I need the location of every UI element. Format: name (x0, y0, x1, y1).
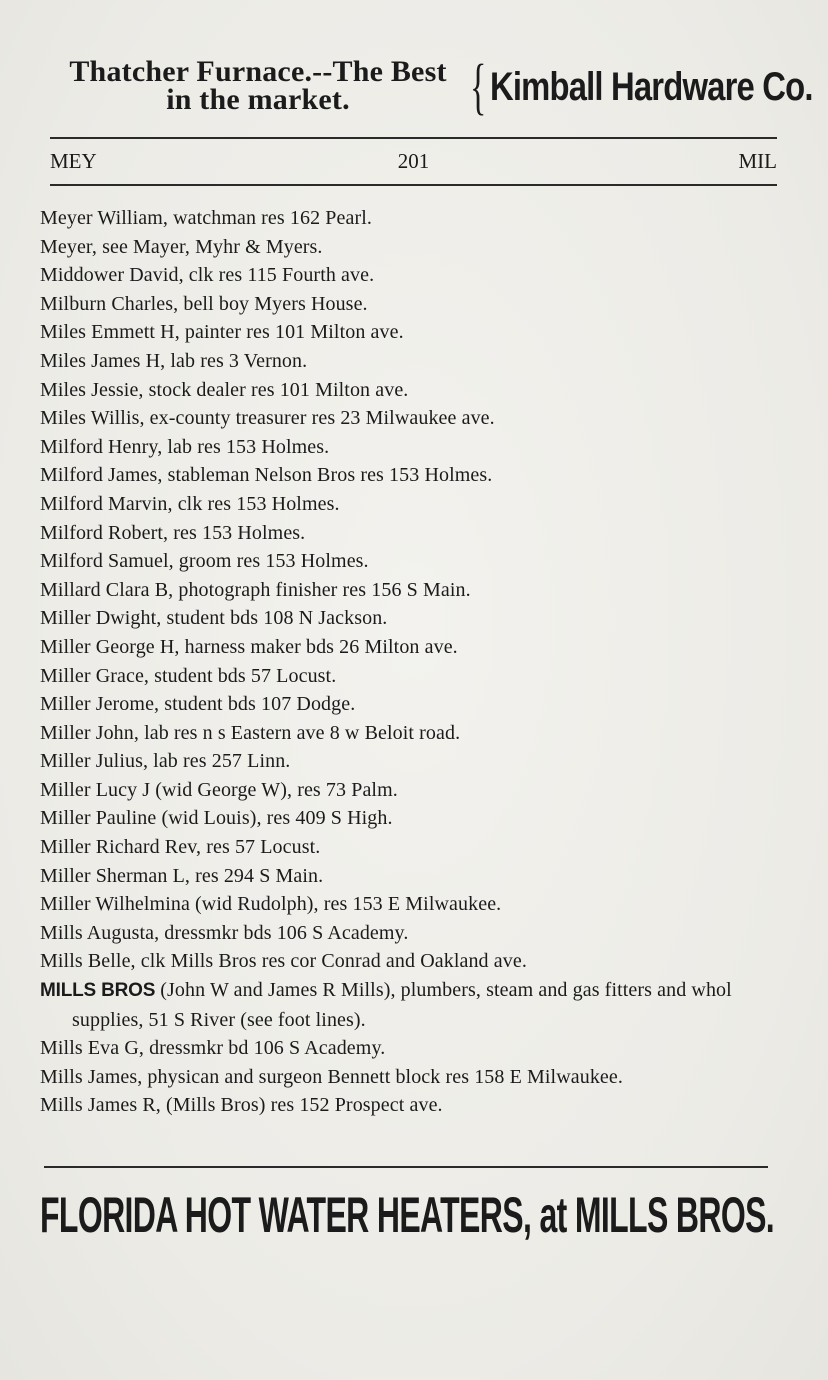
entry-text: Miles Jessie, stock dealer res 101 Milton ave. (40, 378, 409, 401)
directory-entry (40, 290, 780, 319)
entry-text: Miller Jerome, student bds 107 Dodge. (40, 693, 356, 716)
directory-entry (40, 233, 780, 262)
directory-entry (40, 690, 780, 719)
directory-entries (40, 204, 780, 1120)
entry-text: Miller John, lab res n s Eastern ave 8 w Beloit road. (40, 721, 461, 744)
entry-text: Miles James H, lab res 3 Vernon. (40, 349, 308, 372)
ad-brace: { (470, 53, 487, 121)
bottom-advertisement (40, 1180, 780, 1252)
directory-entry (40, 776, 780, 805)
entry-text: Millard Clara B, photograph finisher res 156 S Main. (40, 578, 471, 601)
directory-entry (40, 890, 780, 919)
bottom-rule (44, 1166, 768, 1168)
header-rule (50, 184, 777, 186)
ad-line-2: in the market. (166, 83, 350, 116)
directory-entry (40, 1063, 780, 1092)
top-advertisement (44, 53, 813, 130)
directory-entry (40, 1034, 780, 1063)
entry-text: Middower David, clk res 115 Fourth ave. (40, 264, 375, 287)
entry-text: Mills James R, (Mills Bros) res 152 Prospect ave. (40, 1094, 443, 1117)
entry-text: Miller Julius, lab res 257 Linn. (40, 750, 291, 773)
entry-text: Meyer William, watchman res 162 Pearl. (40, 207, 372, 229)
entry-text: Milford Robert, res 153 Holmes. (40, 521, 306, 544)
florida-heaters-ad: FLORIDA HOT WATER HEATERS, at MILLS BROS. (40, 1187, 775, 1243)
entry-text: Miller George H, harness maker bds 26 Milton ave. (40, 635, 458, 658)
entry-text: Miles Willis, ex-county treasurer res 23 Milwaukee ave. (40, 407, 495, 430)
directory-entry (40, 433, 780, 462)
directory-entry (40, 490, 780, 519)
directory-entry (40, 461, 780, 490)
entry-text: Mills Belle, clk Mills Bros res cor Conrad and Oakland ave. (40, 950, 527, 973)
page-header (50, 146, 777, 176)
entry-text: Meyer, see Mayer, Myhr & Myers. (40, 235, 323, 258)
entry-text: Milburn Charles, bell boy Myers House. (40, 292, 368, 315)
directory-entry (40, 547, 780, 576)
entry-text: Miller Lucy J (wid George W), res 73 Palm. (40, 778, 398, 801)
directory-entry (40, 347, 780, 376)
directory-entry (40, 318, 780, 347)
entry-text: Mills James, physican and surgeon Bennett block res 158 E Milwaukee. (40, 1065, 623, 1088)
entry-text: Miller Pauline (wid Louis), res 409 S High. (40, 807, 393, 830)
directory-entry (40, 1091, 780, 1120)
directory-entry (40, 947, 780, 976)
directory-entry (40, 261, 780, 290)
ad-line-1: Thatcher Furnace.--The Best (69, 55, 447, 88)
entry-text: Milford James, stableman Nelson Bros res 153 Holmes. (40, 464, 493, 487)
directory-entry (40, 976, 780, 1034)
directory-entry (40, 747, 780, 776)
directory-entry (40, 204, 780, 233)
header-range-end: MIL (738, 149, 777, 173)
directory-entry (40, 719, 780, 748)
directory-entry (40, 662, 780, 691)
directory-entry (40, 919, 780, 948)
directory-entry (40, 604, 780, 633)
directory-entry (40, 404, 780, 433)
entry-text: Milford Marvin, clk res 153 Holmes. (40, 492, 340, 515)
directory-entry (40, 376, 780, 405)
entry-text: Miller Richard Rev, res 57 Locust. (40, 836, 321, 859)
page-number: 201 (397, 149, 430, 173)
directory-entry (40, 576, 780, 605)
entry-text: Mills Eva G, dressmkr bd 106 S Academy. (40, 1037, 386, 1060)
directory-entry (40, 633, 780, 662)
top-rule (50, 137, 777, 139)
entry-text: Miller Sherman L, res 294 S Main. (40, 864, 324, 887)
kimball-hardware-ad: Kimball Hardware Co. (490, 65, 813, 109)
entry-text: Milford Samuel, groom res 153 Holmes. (40, 550, 369, 573)
entry-text: Miller Grace, student bds 57 Locust. (40, 664, 337, 687)
entry-text: Miller Dwight, student bds 108 N Jackson. (40, 607, 388, 630)
entry-text: Mills Augusta, dressmkr bds 106 S Academy. (40, 921, 409, 944)
directory-entry (40, 862, 780, 891)
entry-text: (John W and James R Mills), plumbers, steam and gas fitters and whol supplies, 51 S River (see foot lines). (72, 979, 732, 1031)
header-range-start: MEY (50, 149, 97, 173)
directory-entry (40, 804, 780, 833)
entry-bold-name: MILLS BROS (40, 980, 156, 1002)
directory-entry (40, 833, 780, 862)
entry-text: Milford Henry, lab res 153 Holmes. (40, 435, 330, 458)
entry-text: Miles Emmett H, painter res 101 Milton ave. (40, 321, 404, 344)
entry-text: Miller Wilhelmina (wid Rudolph), res 153 E Milwaukee. (40, 893, 502, 916)
thatcher-furnace-ad (48, 55, 468, 116)
directory-entry (40, 519, 780, 548)
